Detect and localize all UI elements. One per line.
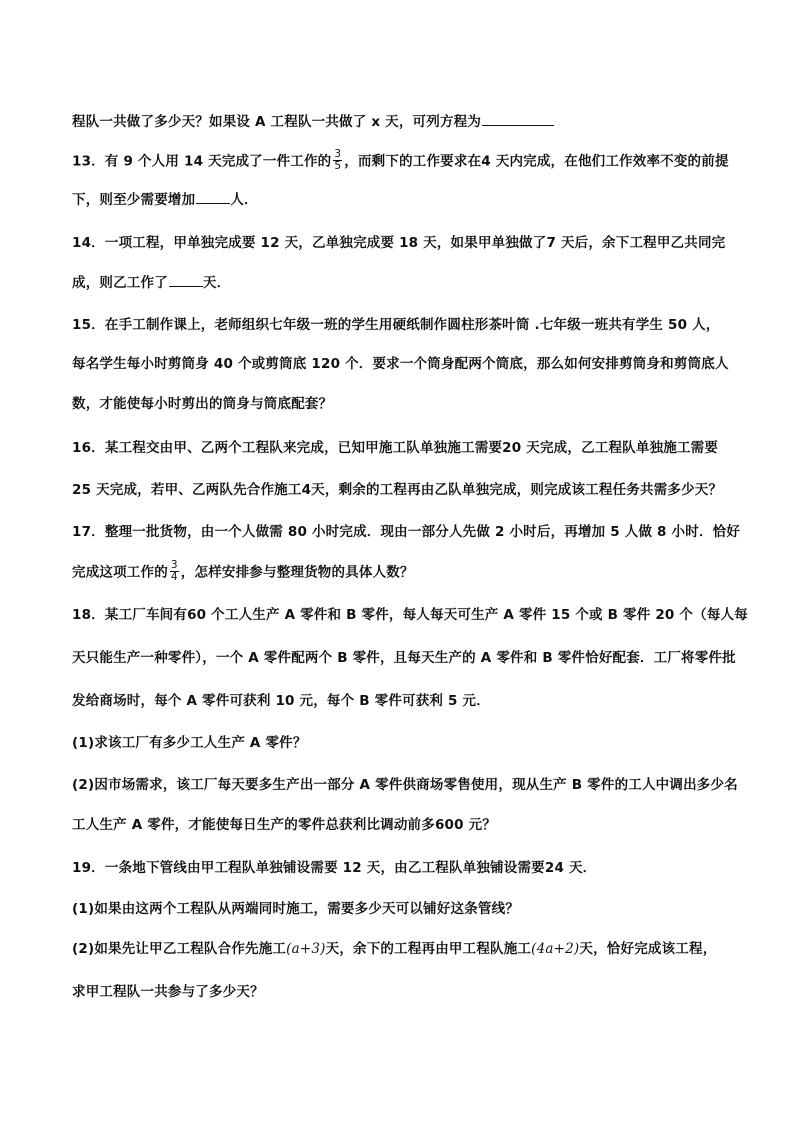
line-text: 下，则至少需要增加	[72, 192, 196, 208]
text-line: 数，才能使每小时剪出的筒身与筒底配套？	[72, 396, 333, 412]
math-expression: (4a+2)	[531, 941, 580, 957]
text-line: 17．整理一批货物，由一个人做需 80 小时完成．现由一部分人先做 2 小时后，再增加 5 人做 8 小时．恰好	[72, 524, 741, 540]
fraction	[170, 560, 179, 583]
fraction	[333, 149, 342, 172]
text-line	[72, 150, 729, 173]
line-text: (2)如果先让甲乙工程队合作先施工	[72, 941, 287, 957]
text-line: 25 天完成，若甲、乙两队先合作施工4天，剩余的工程再由乙队单独完成，则完成该工程任务共需多少天？	[72, 482, 723, 498]
text-line: (1)如果由这两个工程队从两端同时施工，需要多少天可以铺好这条管线？	[72, 901, 520, 917]
fraction-denominator: 5	[334, 160, 342, 172]
line-text: 天，余下的工程再由甲工程队施工	[325, 941, 532, 957]
text-line	[72, 190, 258, 209]
fraction-denominator: 4	[170, 571, 178, 583]
line-text: ，怎样安排参与整理货物的具体人数？	[180, 564, 414, 581]
text-line	[72, 273, 230, 292]
text-line: 14．一项工程，甲单独完成要 12 天，乙单独完成要 18 天，如果甲单独做了7 天后，余下工程甲乙共同完	[72, 235, 726, 251]
text-line: 求甲工程队一共参与了多少天？	[72, 984, 264, 1000]
text-line: 16．某工程交由甲、乙两个工程队来完成，已知甲施工队单独施工需要20 天完成，乙工程队单独施工需要	[72, 440, 719, 456]
line-text: 人．	[230, 192, 258, 208]
line-text: 天，恰好完成该工程，	[579, 941, 717, 957]
answer-blank[interactable]	[482, 112, 554, 126]
text-line: (2)因市场需求，该工厂每天要多生产出一部分 A 零件供商场零售使用，现从生产 B 零件的工人中调出多少名	[72, 777, 738, 793]
text-line: 天只能生产一种零件），一个 A 零件配两个 B 零件，且每天生产的 A 零件和 B 零件恰好配套．工厂将零件批	[72, 650, 736, 666]
answer-blank[interactable]	[196, 190, 230, 204]
line-text: 完成这项工作的	[72, 564, 168, 581]
text-line	[72, 112, 554, 131]
text-line: 18．某工厂车间有60 个工人生产 A 零件和 B 零件，每人每天可生产 A 零件 15 个或 B 零件 20 个（每人每	[72, 607, 748, 623]
fraction-numerator: 3	[334, 148, 342, 160]
line-text: 天．	[202, 275, 231, 291]
text-line: 工人生产 A 零件，才能使每日生产的零件总获利比调动前多600 元？	[72, 817, 497, 833]
fraction-numerator: 3	[170, 559, 178, 571]
answer-blank[interactable]	[169, 273, 203, 287]
line-text: 成，则乙工作了	[72, 275, 168, 291]
math-expression: (a+3)	[286, 941, 326, 957]
text-line: 发给商场时，每个 A 零件可获利 10 元，每个 B 零件可获利 5 元．	[72, 693, 490, 709]
text-line	[72, 940, 716, 958]
text-line: 15．在手工制作课上，老师组织七年级一班的学生用硬纸制作圆柱形茶叶筒 .七年级一班共有学生 50 人，	[72, 317, 720, 333]
text-line: (1)求该工厂有多少工人生产 A 零件？	[72, 735, 307, 751]
text-line	[72, 561, 414, 584]
line-text: ，而剩下的工作要求在4 天内完成，在他们工作效率不变的前提	[344, 153, 729, 170]
line-text: 程队一共做了多少天？如果设 A 工程队一共做了 x 天，可列方程为	[72, 114, 482, 130]
line-text: 13．有 9 个人用 14 天完成了一件工作的	[72, 153, 332, 170]
text-line: 每名学生每小时剪筒身 40 个或剪筒底 120 个．要求一个筒身配两个筒底，那么如何安排剪筒身和剪筒底人	[72, 356, 729, 372]
text-line: 19．一条地下管线由甲工程队单独铺设需要 12 天，由乙工程队单独铺设需要24 天．	[72, 860, 597, 876]
